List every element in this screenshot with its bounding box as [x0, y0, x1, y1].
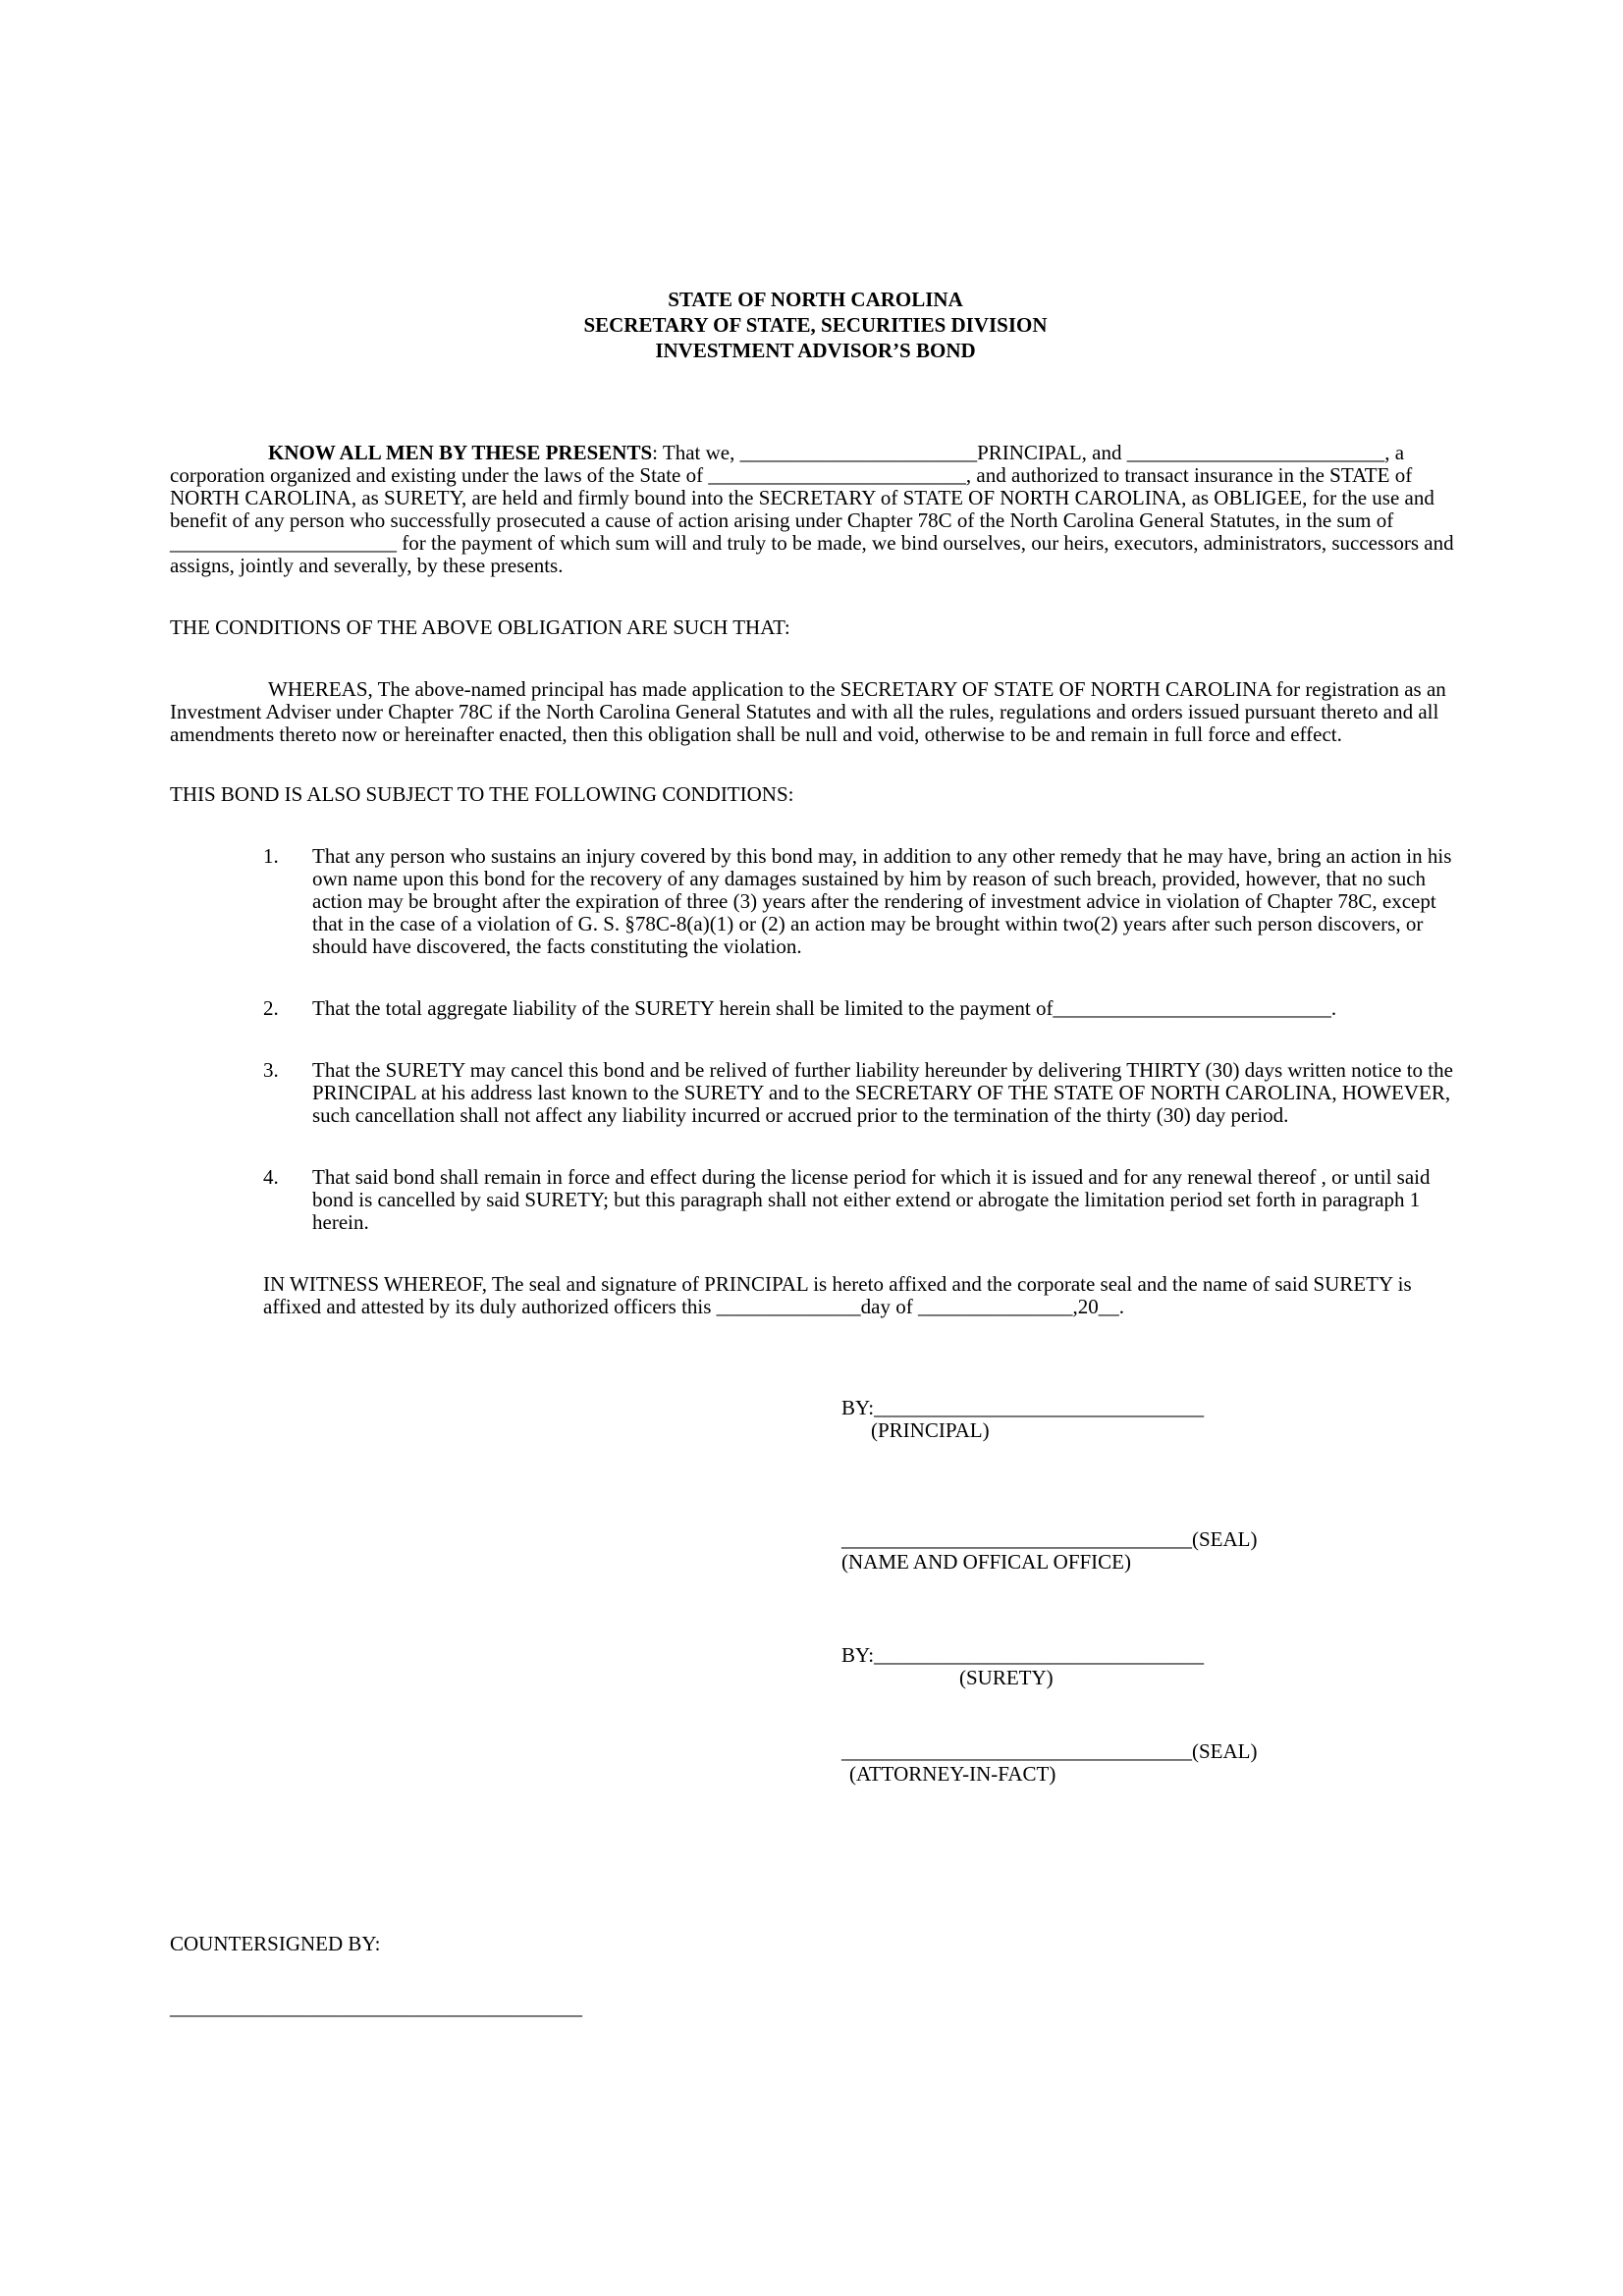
opening-lead-bold: KNOW ALL MEN BY THESE PRESENTS — [268, 441, 653, 464]
whereas-paragraph: WHEREAS, The above-named principal has made application to the SECRETARY OF STATE OF NORTH CAROLINA for registration as an Investment Adviser under Chapter 78C if the North Carolina General Statutes and with all the rules, regulations and orders issued pursuant thereto and all amendments thereto now or hereinafter enacted, then this obligation shall be null and void, otherwise to be and remain in full force and effect. — [170, 677, 1446, 746]
opening-paragraph — [170, 442, 1461, 577]
by-surety-signature-line: BY:________________________________ — [841, 1643, 1205, 1667]
seal-line-1: __________________________________(SEAL) — [841, 1527, 1258, 1551]
condition-item-3 — [170, 1059, 1461, 1127]
title-line-bond: INVESTMENT ADVISOR’S BOND — [655, 339, 976, 362]
surety-caption: (SURETY) — [959, 1666, 1054, 1689]
condition-item-4 — [170, 1166, 1461, 1234]
countersign-signature-line: ________________________________________ — [170, 1996, 582, 2019]
condition-number: 1. — [263, 844, 279, 868]
condition-number: 2. — [263, 996, 279, 1020]
surety-signature-group — [841, 1644, 1461, 1689]
principal-signature-group — [841, 1397, 1461, 1442]
name-office-caption: (NAME AND OFFICAL OFFICE) — [841, 1550, 1131, 1574]
attorney-signature-group — [841, 1740, 1461, 1786]
condition-number: 3. — [263, 1058, 279, 1082]
condition-number: 4. — [263, 1165, 279, 1189]
title-line-state: STATE OF NORTH CAROLINA — [668, 288, 963, 311]
attorney-in-fact-caption: (ATTORNEY-IN-FACT) — [849, 1762, 1056, 1786]
principal-caption: (PRINCIPAL) — [871, 1418, 990, 1442]
signature-block — [841, 1397, 1461, 1786]
countersigned-section — [170, 1933, 1461, 2019]
condition-text: That the SURETY may cancel this bond and be relived of further liability hereunder by delivering THIRTY (30) days written notice to the PRINCIPAL at his address last known to the SURETY and to the SECRETARY OF THE STATE OF NORTH CAROLINA, HOWEVER, such cancellation shall not affect any liability incurred or accrued prior to the termination of the thirty (30) day period. — [312, 1058, 1453, 1127]
document-title — [170, 287, 1461, 363]
condition-text: That the total aggregate liability of the SURETY herein shall be limited to the payment of___________________________. — [312, 996, 1337, 1020]
name-office-signature-group — [841, 1528, 1461, 1574]
title-line-division: SECRETARY OF STATE, SECURITIES DIVISION — [583, 313, 1048, 337]
condition-item-1 — [170, 845, 1461, 958]
conditions-list — [170, 845, 1461, 1234]
countersigned-label: COUNTERSIGNED BY: — [170, 1932, 381, 1955]
subject-heading: THIS BOND IS ALSO SUBJECT TO THE FOLLOWING CONDITIONS: — [170, 782, 794, 806]
opening-body-text: : That we, _______________________PRINCIPAL, and _________________________, a corporation organized and existing under the laws of the State of _________________________, and authorized to transact insurance in the STATE of NORTH CAROLINA, as SURETY, are held and firmly bound into the SECRETARY of STATE OF NORTH CAROLINA, as OBLIGEE, for the use and benefit of any person who successfully prosecuted a cause of action arising under Chapter 78C of the North Carolina General Statutes, in the sum of ______________________ for the payment of which sum will and truly to be made, we bind ourselves, our heirs, executors, administrators, successors and assigns, jointly and severally, by these presents. — [170, 441, 1454, 577]
seal-line-2: __________________________________(SEAL) — [841, 1739, 1258, 1763]
condition-text: That said bond shall remain in force and effect during the license period for which it is issued and for any renewal thereof , or until said bond is cancelled by said SURETY; but this paragraph shall not either extend or abrogate the limitation period set forth in paragraph 1 herein. — [312, 1165, 1431, 1234]
condition-item-2 — [170, 997, 1461, 1020]
by-principal-signature-line: BY:________________________________ — [841, 1396, 1205, 1419]
condition-text: That any person who sustains an injury covered by this bond may, in addition to any other remedy that he may have, bring an action in his own name upon this bond for the recovery of any damages sustained by him by reason of such breach, provided, however, that no such action may be brought after the expiration of three (3) years after the rendering of investment advice in violation of Chapter 78C, except that in the case of a violation of G. S. §78C-8(a)(1) or (2) an action may be brought within two(2) years after such person discovers, or should have discovered, the facts constituting the violation. — [312, 844, 1452, 958]
conditions-heading: THE CONDITIONS OF THE ABOVE OBLIGATION ARE SUCH THAT: — [170, 615, 790, 639]
witness-paragraph: IN WITNESS WHEREOF, The seal and signature of PRINCIPAL is hereto affixed and the corporate seal and the name of said SURETY is affixed and attested by its duly authorized officers this ______________day of _______________,20__. — [263, 1272, 1412, 1318]
